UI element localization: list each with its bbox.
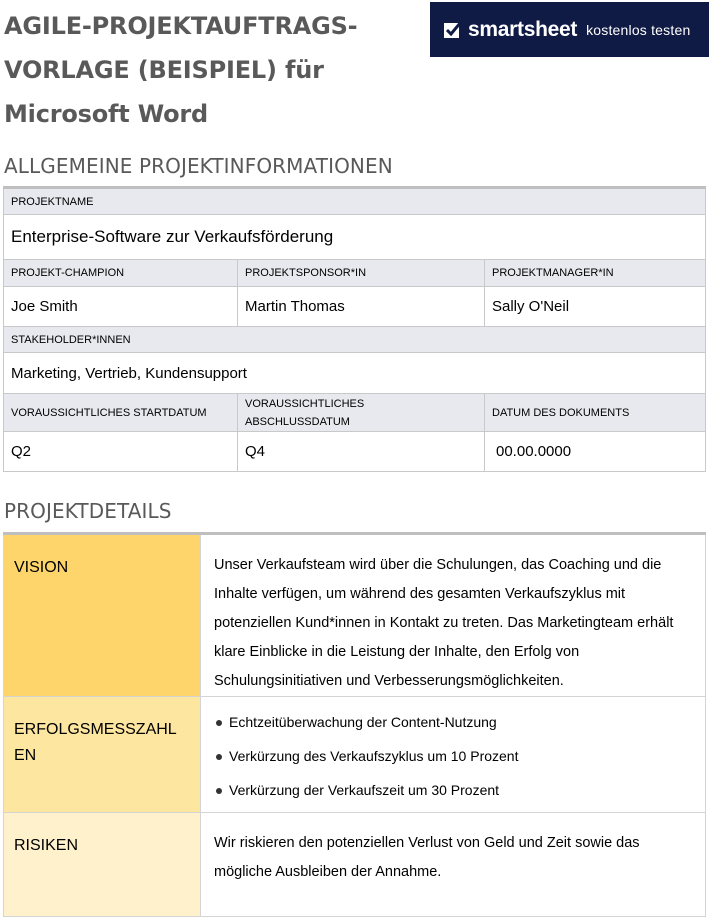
list-item: Verkürzung des Verkaufszyklus um 10 Prozent: [214, 739, 693, 773]
start-date-label: VORAUSSICHTLICHES STARTDATUM: [4, 394, 238, 432]
smartsheet-trial-banner[interactable]: [430, 2, 709, 57]
title-line-2: VORLAGE (BEISPIEL) für: [4, 56, 324, 84]
details-section-heading: PROJEKTDETAILS: [4, 499, 172, 523]
champion-value[interactable]: Joe Smith: [4, 287, 238, 327]
vision-text[interactable]: Unser Verkaufsteam wird über die Schulungen, das Coaching und die Inhalte verfügen, um während des gesamten Verkaufszyklus mit potenziellen Kund*innen in Kontakt zu treten. Das Marketingteam erhält klare Einblicke in die Leistung der Inhalte, den Erfolg von Schulungsinitiativen und Verbesserungsmöglichkeiten.: [201, 534, 706, 697]
sponsor-label: PROJEKTSPONSOR*IN: [238, 260, 485, 287]
logo-cta: kostenlos testen: [586, 21, 691, 38]
document-date-label: DATUM DES DOKUMENTS: [485, 394, 706, 432]
project-details-table: [3, 532, 706, 917]
document-title: [4, 4, 414, 136]
metrics-label-line-1: ERFOLGSMESSZAHL: [14, 721, 177, 738]
title-line-3: Microsoft Word: [4, 100, 209, 128]
title-line-1: AGILE-PROJEKTAUFTRAGS-: [4, 12, 358, 40]
manager-label: PROJEKTMANAGER*IN: [485, 260, 706, 287]
project-name-value[interactable]: Enterprise-Software zur Verkaufsförderung: [4, 215, 706, 260]
sponsor-value[interactable]: Martin Thomas: [238, 287, 485, 327]
end-date-label: [238, 394, 485, 432]
logo-brand: smartsheet: [468, 17, 578, 41]
risks-label: RISIKEN: [4, 813, 201, 917]
metrics-list: [214, 705, 693, 807]
metrics-cell[interactable]: [201, 697, 706, 813]
start-date-value[interactable]: Q2: [4, 432, 238, 472]
metrics-label: [4, 697, 201, 813]
end-date-label-line-1: VORAUSSICHTLICHES: [245, 397, 365, 410]
stakeholders-label: STAKEHOLDER*INNEN: [4, 327, 706, 353]
checkmark-icon: [444, 21, 462, 39]
manager-value[interactable]: Sally O'Neil: [485, 287, 706, 327]
metrics-label-line-2: EN: [14, 747, 37, 764]
risks-text[interactable]: Wir riskieren den potenziellen Verlust von Geld und Zeit sowie das mögliche Ausbleiben der Annahme.: [201, 813, 706, 917]
end-date-label-line-2: ABSCHLUSSDATUM: [245, 415, 350, 428]
end-date-value[interactable]: Q4: [238, 432, 485, 472]
champion-label: PROJEKT-CHAMPION: [4, 260, 238, 287]
general-section-heading: ALLGEMEINE PROJEKTINFORMATIONEN: [4, 154, 393, 178]
project-name-label: PROJEKTNAME: [4, 188, 706, 215]
document-date-value[interactable]: 00.00.0000: [485, 432, 706, 472]
stakeholders-value[interactable]: Marketing, Vertrieb, Kundensupport: [4, 353, 706, 394]
general-info-table: [3, 186, 706, 472]
list-item: Echtzeitüberwachung der Content-Nutzung: [214, 705, 693, 739]
vision-label: VISION: [4, 534, 201, 697]
list-item: Verkürzung der Verkaufszeit um 30 Prozent: [214, 773, 693, 807]
